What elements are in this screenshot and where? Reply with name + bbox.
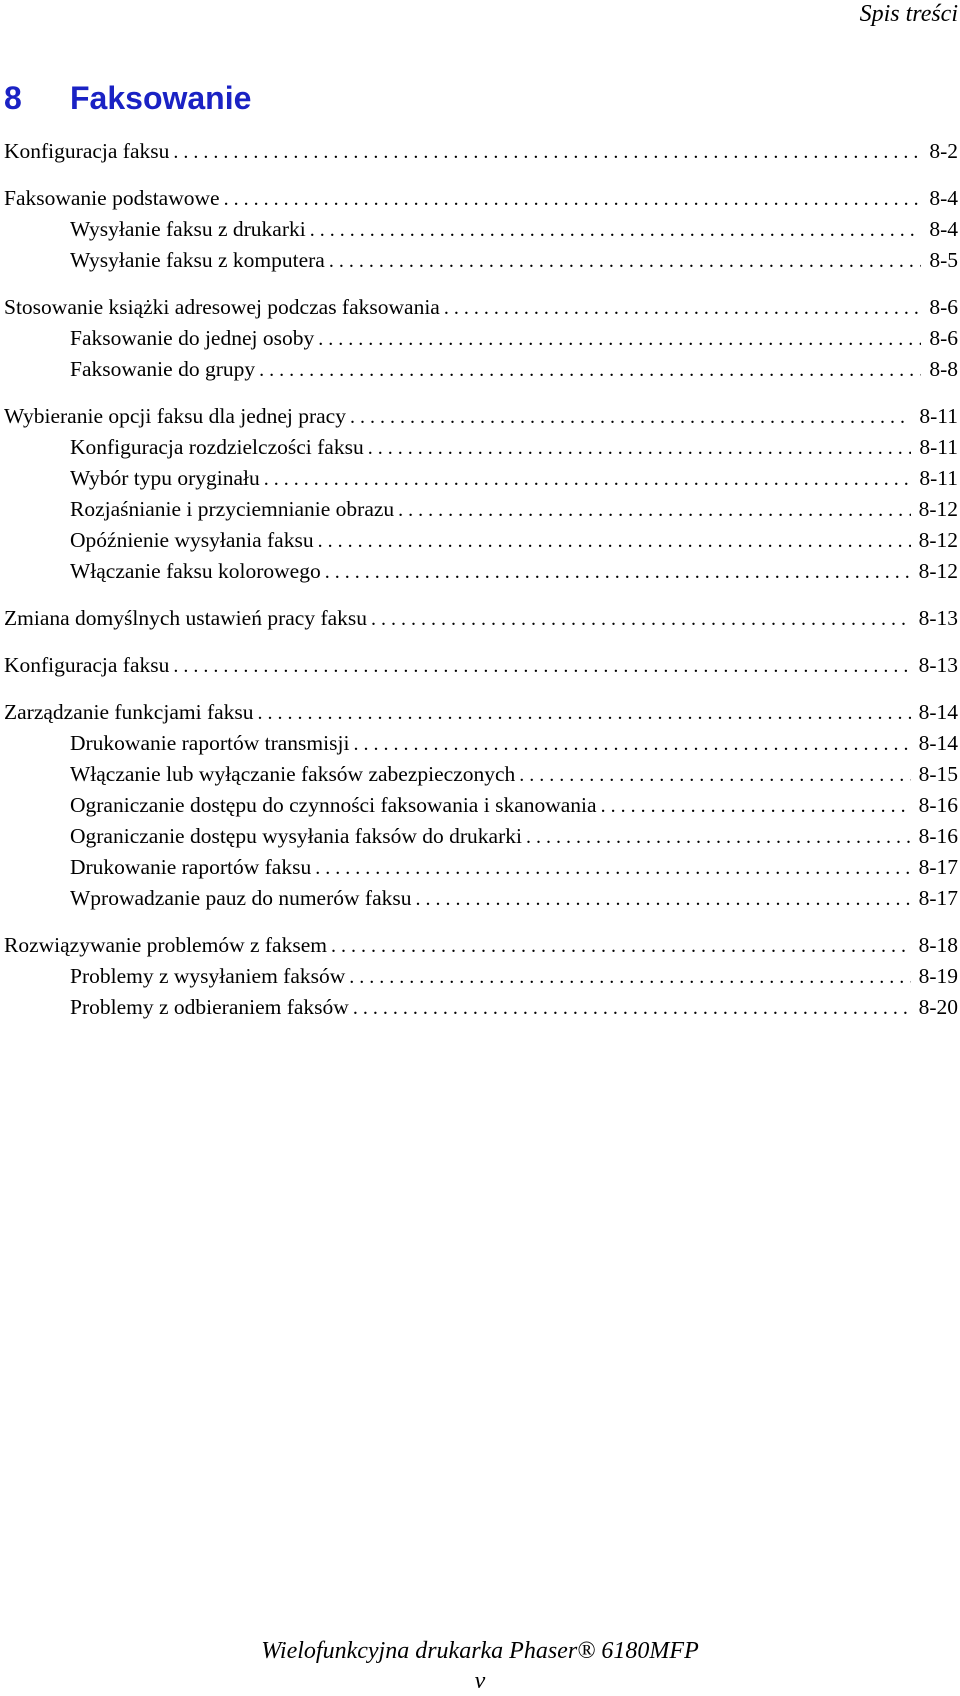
toc-leader-dots bbox=[415, 884, 910, 915]
toc-entry-page: 8-12 bbox=[918, 559, 958, 583]
toc-entry-title: Konfiguracja faksu bbox=[4, 139, 170, 163]
toc-subentry[interactable] bbox=[4, 354, 958, 385]
toc-entry[interactable] bbox=[4, 401, 958, 432]
toc-entry-page: 8-8 bbox=[929, 357, 958, 381]
toc-subentry[interactable] bbox=[4, 323, 958, 354]
toc-entry-page: 8-11 bbox=[919, 466, 958, 490]
toc-entry[interactable] bbox=[4, 183, 958, 214]
toc-section bbox=[4, 930, 958, 1023]
chapter-number: 8 bbox=[4, 80, 22, 116]
toc-entry-title: Rozwiązywanie problemów z faksem bbox=[4, 933, 327, 957]
toc-entry-page: 8-13 bbox=[918, 653, 958, 677]
toc-leader-dots bbox=[398, 495, 910, 526]
toc-leader-dots bbox=[329, 246, 921, 277]
toc-entry-page: 8-20 bbox=[918, 995, 958, 1019]
toc-subentry[interactable] bbox=[4, 245, 958, 276]
toc-subentry[interactable] bbox=[4, 463, 958, 494]
toc-entry-page: 8-6 bbox=[929, 326, 958, 350]
toc-subentry[interactable] bbox=[4, 556, 958, 587]
toc-entry-title: Faksowanie podstawowe bbox=[4, 186, 220, 210]
toc-subentry[interactable] bbox=[4, 525, 958, 556]
toc-leader-dots bbox=[325, 557, 911, 588]
toc-entry-page: 8-5 bbox=[929, 248, 958, 272]
toc-entry-page: 8-4 bbox=[929, 217, 958, 241]
toc-entry-page: 8-4 bbox=[929, 186, 958, 210]
toc-leader-dots bbox=[173, 651, 910, 682]
toc-leader-dots bbox=[318, 526, 911, 557]
toc-leader-dots bbox=[526, 822, 911, 853]
toc-section bbox=[4, 183, 958, 276]
toc-section bbox=[4, 292, 958, 385]
toc-section bbox=[4, 650, 958, 681]
page-footer bbox=[0, 1636, 960, 1696]
toc-entry-page: 8-13 bbox=[918, 606, 958, 630]
toc-entry-page: 8-16 bbox=[918, 824, 958, 848]
toc-entry-title: Problemy z odbieraniem faksów bbox=[70, 995, 349, 1019]
toc-entry-title: Wprowadzanie pauz do numerów faksu bbox=[70, 886, 412, 910]
toc-leader-dots bbox=[371, 604, 911, 635]
toc-section bbox=[4, 697, 958, 914]
toc-subentry[interactable] bbox=[4, 214, 958, 245]
toc-entry-page: 8-12 bbox=[918, 497, 958, 521]
toc-entry-title: Problemy z wysyłaniem faksów bbox=[70, 964, 346, 988]
footer-product-name: Wielofunkcyjna drukarka Phaser® 6180MFP bbox=[261, 1638, 699, 1664]
toc-leader-dots bbox=[444, 293, 921, 324]
toc-entry-page: 8-15 bbox=[918, 762, 958, 786]
toc-entry-page: 8-19 bbox=[918, 964, 958, 988]
toc-entry-page: 8-12 bbox=[918, 528, 958, 552]
toc-subentry[interactable] bbox=[4, 759, 958, 790]
toc-entry-page: 8-6 bbox=[929, 295, 958, 319]
toc-subentry[interactable] bbox=[4, 728, 958, 759]
toc-entry-title: Rozjaśnianie i przyciemnianie obrazu bbox=[70, 497, 395, 521]
toc-entry-title: Stosowanie książki adresowej podczas faksowania bbox=[4, 295, 440, 319]
footer-page-number: v bbox=[474, 1668, 486, 1694]
toc-entry-title: Opóźnienie wysyłania faksu bbox=[70, 528, 314, 552]
toc-leader-dots bbox=[353, 729, 910, 760]
toc-leader-dots bbox=[258, 698, 911, 729]
toc-subentry[interactable] bbox=[4, 992, 958, 1023]
toc-leader-dots bbox=[519, 760, 910, 791]
toc-entry[interactable] bbox=[4, 930, 958, 961]
toc-leader-dots bbox=[173, 137, 921, 168]
chapter-heading bbox=[4, 78, 251, 118]
toc-entry-page: 8-17 bbox=[918, 886, 958, 910]
toc-leader-dots bbox=[224, 184, 922, 215]
toc-entry-title: Wysyłanie faksu z komputera bbox=[70, 248, 325, 272]
toc-entry-title: Zmiana domyślnych ustawień pracy faksu bbox=[4, 606, 368, 630]
toc-entry-page: 8-11 bbox=[919, 435, 958, 459]
toc-leader-dots bbox=[349, 962, 910, 993]
toc-entry-title: Wysyłanie faksu z drukarki bbox=[70, 217, 306, 241]
toc-entry-title: Faksowanie do jednej osoby bbox=[70, 326, 315, 350]
toc-leader-dots bbox=[601, 791, 911, 822]
toc-entry-title: Włączanie lub wyłączanie faksów zabezpieczonych bbox=[70, 762, 516, 786]
toc-leader-dots bbox=[259, 355, 921, 386]
toc-subentry[interactable] bbox=[4, 883, 958, 914]
toc-subentry[interactable] bbox=[4, 432, 958, 463]
toc-entry[interactable] bbox=[4, 603, 958, 634]
toc-entry-title: Konfiguracja rozdzielczości faksu bbox=[70, 435, 364, 459]
toc-entry-page: 8-16 bbox=[918, 793, 958, 817]
toc-entry-title: Wybór typu oryginału bbox=[70, 466, 260, 490]
toc-entry-title: Drukowanie raportów faksu bbox=[70, 855, 312, 879]
toc-entry-title: Konfiguracja faksu bbox=[4, 653, 170, 677]
toc-section bbox=[4, 136, 958, 167]
toc-leader-dots bbox=[350, 402, 911, 433]
toc-section bbox=[4, 603, 958, 634]
toc-leader-dots bbox=[264, 464, 912, 495]
toc-leader-dots bbox=[315, 853, 910, 884]
toc-entry-title: Faksowanie do grupy bbox=[70, 357, 256, 381]
toc-leader-dots bbox=[353, 993, 911, 1024]
toc-entry-title: Drukowanie raportów transmisji bbox=[70, 731, 350, 755]
toc-leader-dots bbox=[318, 324, 921, 355]
toc-entry[interactable] bbox=[4, 697, 958, 728]
toc-subentry[interactable] bbox=[4, 961, 958, 992]
toc-entry-page: 8-14 bbox=[918, 731, 958, 755]
toc-entry-page: 8-18 bbox=[918, 933, 958, 957]
toc-entry[interactable] bbox=[4, 292, 958, 323]
toc-leader-dots bbox=[331, 931, 911, 962]
toc-entry[interactable] bbox=[4, 136, 958, 167]
toc-entry-title: Wybieranie opcji faksu dla jednej pracy bbox=[4, 404, 346, 428]
table-of-contents bbox=[4, 136, 958, 1039]
toc-leader-dots bbox=[368, 433, 912, 464]
toc-entry-title: Włączanie faksu kolorowego bbox=[70, 559, 321, 583]
toc-subentry[interactable] bbox=[4, 821, 958, 852]
chapter-title: Faksowanie bbox=[70, 80, 252, 116]
toc-entry-title: Ograniczanie dostępu wysyłania faksów do drukarki bbox=[70, 824, 522, 848]
toc-leader-dots bbox=[310, 215, 922, 246]
toc-entry-page: 8-11 bbox=[919, 404, 958, 428]
toc-entry-title: Zarządzanie funkcjami faksu bbox=[4, 700, 254, 724]
toc-entry-title: Ograniczanie dostępu do czynności faksowania i skanowania bbox=[70, 793, 597, 817]
toc-subentry[interactable] bbox=[4, 852, 958, 883]
toc-entry-page: 8-14 bbox=[918, 700, 958, 724]
toc-entry[interactable] bbox=[4, 650, 958, 681]
toc-subentry[interactable] bbox=[4, 790, 958, 821]
running-header: Spis treści bbox=[859, 1, 958, 27]
toc-entry-page: 8-17 bbox=[918, 855, 958, 879]
toc-entry-page: 8-2 bbox=[929, 139, 958, 163]
toc-subentry[interactable] bbox=[4, 494, 958, 525]
toc-section bbox=[4, 401, 958, 587]
